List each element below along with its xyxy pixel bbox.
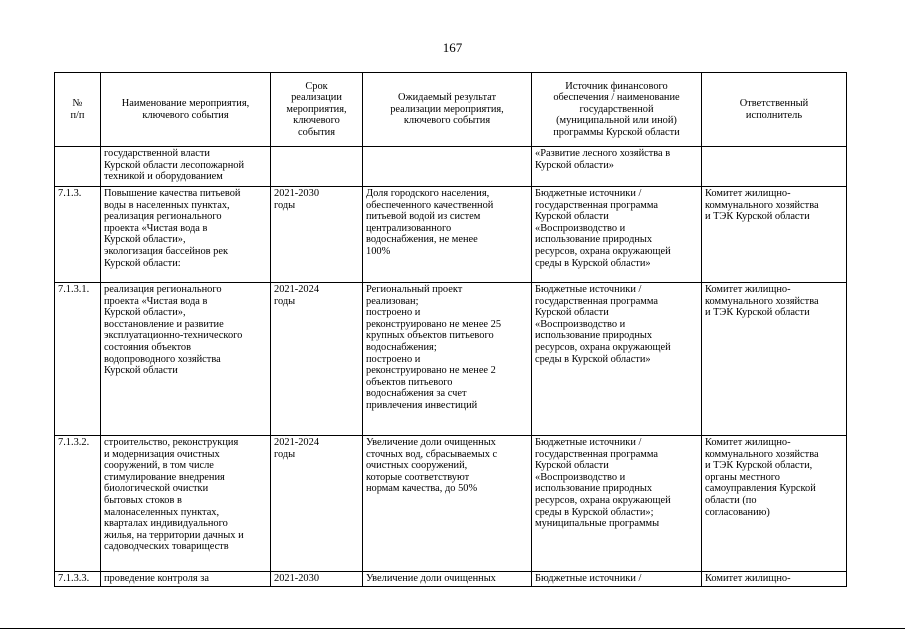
row-name: строительство, реконструкция и модернизация очистных сооружений, в том числе стимулирование внедрения биологической очистки бытовых стоков в малонаселенных пунктах, кварталах индивидуального жилья, на территории дачных и садоводческих товариществ (101, 436, 271, 572)
row-result: Региональный проект реализован; построено и реконструировано не менее 25 крупных объектов питьевого водоснабжения; построено и реконструировано не менее 2 объектов питьевого водоснабжения за счет привлечения инвестиций (363, 283, 532, 436)
row-term (271, 147, 363, 187)
row-responsible: Комитет жилищно- коммунального хозяйства и ТЭК Курской области (702, 187, 847, 283)
row-num (55, 147, 101, 187)
row-num: 7.1.3.3. (55, 572, 101, 587)
table-row (55, 283, 847, 436)
table-header-row (55, 73, 847, 147)
row-term: 2021-2024 годы (271, 436, 363, 572)
table-row (55, 436, 847, 572)
header-term: Срок реализации мероприятия, ключевого события (271, 73, 363, 147)
header-name: Наименование мероприятия, ключевого события (101, 73, 271, 147)
page-bottom-rule (0, 628, 905, 629)
row-result: Увеличение доли очищенных сточных вод, сбрасываемых с очистных сооружений, которые соответствуют нормам качества, до 50% (363, 436, 532, 572)
row-responsible: Комитет жилищно- коммунального хозяйства и ТЭК Курской области, органы местного самоуправления Курской области (по согласованию) (702, 436, 847, 572)
page-number: 167 (442, 40, 463, 55)
row-num: 7.1.3.1. (55, 283, 101, 436)
header-source: Источник финансового обеспечения / наименование государственной (муниципальной или иной) программы Курской области (532, 73, 702, 147)
row-result: Доля городского населения, обеспеченного качественной питьевой водой из систем централизованного водоснабжения, не менее 100% (363, 187, 532, 283)
row-num: 7.1.3. (55, 187, 101, 283)
row-source: Бюджетные источники / государственная программа Курской области «Воспроизводство и использование природных ресурсов, охрана окружающей среды в Курской области»; муниципальные программы (532, 436, 702, 572)
row-responsible (702, 147, 847, 187)
table-row (55, 572, 847, 587)
table-row (55, 147, 847, 187)
row-num: 7.1.3.2. (55, 436, 101, 572)
row-source: «Развитие лесного хозяйства в Курской области» (532, 147, 702, 187)
row-name: проведение контроля за (101, 572, 271, 587)
measures-table (54, 72, 847, 587)
row-responsible: Комитет жилищно- (702, 572, 847, 587)
row-source: Бюджетные источники / государственная программа Курской области «Воспроизводство и использование природных ресурсов, охрана окружающей среды в Курской области» (532, 283, 702, 436)
row-source: Бюджетные источники / (532, 572, 702, 587)
row-term: 2021-2030 (271, 572, 363, 587)
table-row (55, 187, 847, 283)
row-result: Увеличение доли очищенных (363, 572, 532, 587)
row-name: государственной власти Курской области лесопожарной техникой и оборудованием (101, 147, 271, 187)
row-term: 2021-2030 годы (271, 187, 363, 283)
header-result: Ожидаемый результат реализации мероприятия, ключевого события (363, 73, 532, 147)
header-responsible: Ответственный исполнитель (702, 73, 847, 147)
row-term: 2021-2024 годы (271, 283, 363, 436)
row-name: Повышение качества питьевой воды в населенных пунктах, реализация регионального проекта «Чистая вода в Курской области», экологизация бассейнов рек Курской области: (101, 187, 271, 283)
row-name: реализация регионального проекта «Чистая вода в Курской области», восстановление и развитие эксплуатационно-технического состояния объектов водопроводного хозяйства Курской области (101, 283, 271, 436)
header-num: № п/п (55, 73, 101, 147)
row-responsible: Комитет жилищно- коммунального хозяйства и ТЭК Курской области (702, 283, 847, 436)
row-source: Бюджетные источники / государственная программа Курской области «Воспроизводство и использование природных ресурсов, охрана окружающей среды в Курской области» (532, 187, 702, 283)
row-result (363, 147, 532, 187)
